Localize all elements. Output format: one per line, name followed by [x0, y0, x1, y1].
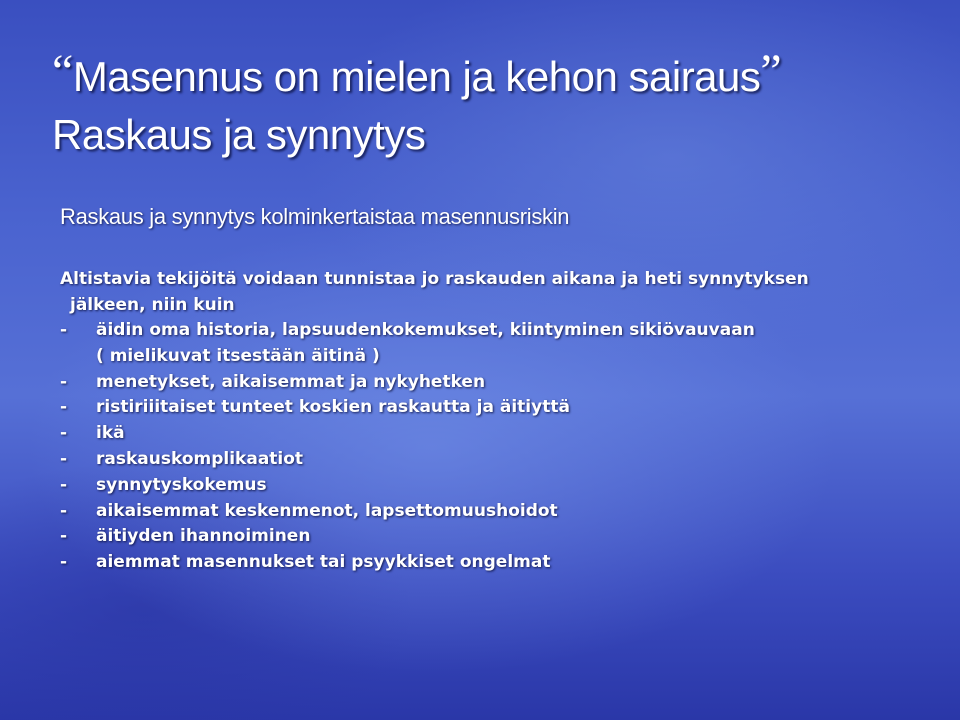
- list-item: [60, 344, 920, 370]
- bullet-dash: -: [60, 397, 68, 418]
- bullet-dash: -: [60, 500, 68, 521]
- close-quote: ”: [760, 45, 782, 98]
- title-main: Masennus on mielen ja kehon sairaus: [72, 53, 761, 100]
- bullet-dash: -: [60, 526, 68, 547]
- slide-body: [60, 266, 920, 576]
- list-item: [60, 550, 920, 576]
- bullet-dash: -: [60, 552, 68, 573]
- risk-factor-list: [60, 318, 920, 576]
- list-item-text: aikaisemmat keskenmenot, lapsettomuushoidot: [96, 500, 558, 521]
- list-item: [60, 395, 920, 421]
- list-item: [60, 473, 920, 499]
- title-line-1: [52, 45, 932, 106]
- list-item: [60, 318, 920, 344]
- title-line-2: Raskaus ja synnytys: [52, 111, 426, 158]
- bullet-dash: -: [60, 371, 68, 392]
- intro-paragraph: [60, 266, 920, 318]
- slide-subtitle: Raskaus ja synnytys kolminkertaistaa masennusriskin: [60, 204, 570, 229]
- list-item: [60, 447, 920, 473]
- bullet-dash: -: [60, 474, 68, 495]
- list-item: [60, 421, 920, 447]
- list-item-text: ristiriiitaiset tunteet koskien raskautta ja äitiyttä: [96, 397, 570, 418]
- list-item-text: synnytyskokemus: [96, 474, 267, 495]
- intro-line-2: jälkeen, niin kuin: [70, 295, 235, 315]
- bullet-dash: -: [60, 448, 68, 469]
- list-item-text: raskauskomplikaatiot: [96, 448, 304, 469]
- bullet-dash: -: [60, 423, 68, 444]
- list-item-text: aiemmat masennukset tai psyykkiset ongelmat: [96, 552, 551, 573]
- list-item: [60, 370, 920, 396]
- slide-title: [52, 45, 932, 164]
- list-item-text: menetykset, aikaisemmat ja nykyhetken: [96, 371, 486, 392]
- intro-line-1: Altistavia tekijöitä voidaan tunnistaa jo raskauden aikana ja heti synnytyksen: [60, 269, 809, 289]
- list-item: [60, 499, 920, 525]
- bullet-dash: -: [60, 320, 68, 340]
- open-quote: “: [52, 45, 73, 98]
- list-item-text: ( mielikuvat itsestään äitinä ): [96, 345, 380, 366]
- list-item-text: ikä: [96, 423, 125, 444]
- list-item-text: äitiyden ihannoiminen: [96, 526, 311, 547]
- list-item-text: äidin oma historia, lapsuudenkokemukset, kiintyminen sikiövauvaan: [96, 320, 755, 340]
- list-item: [60, 524, 920, 550]
